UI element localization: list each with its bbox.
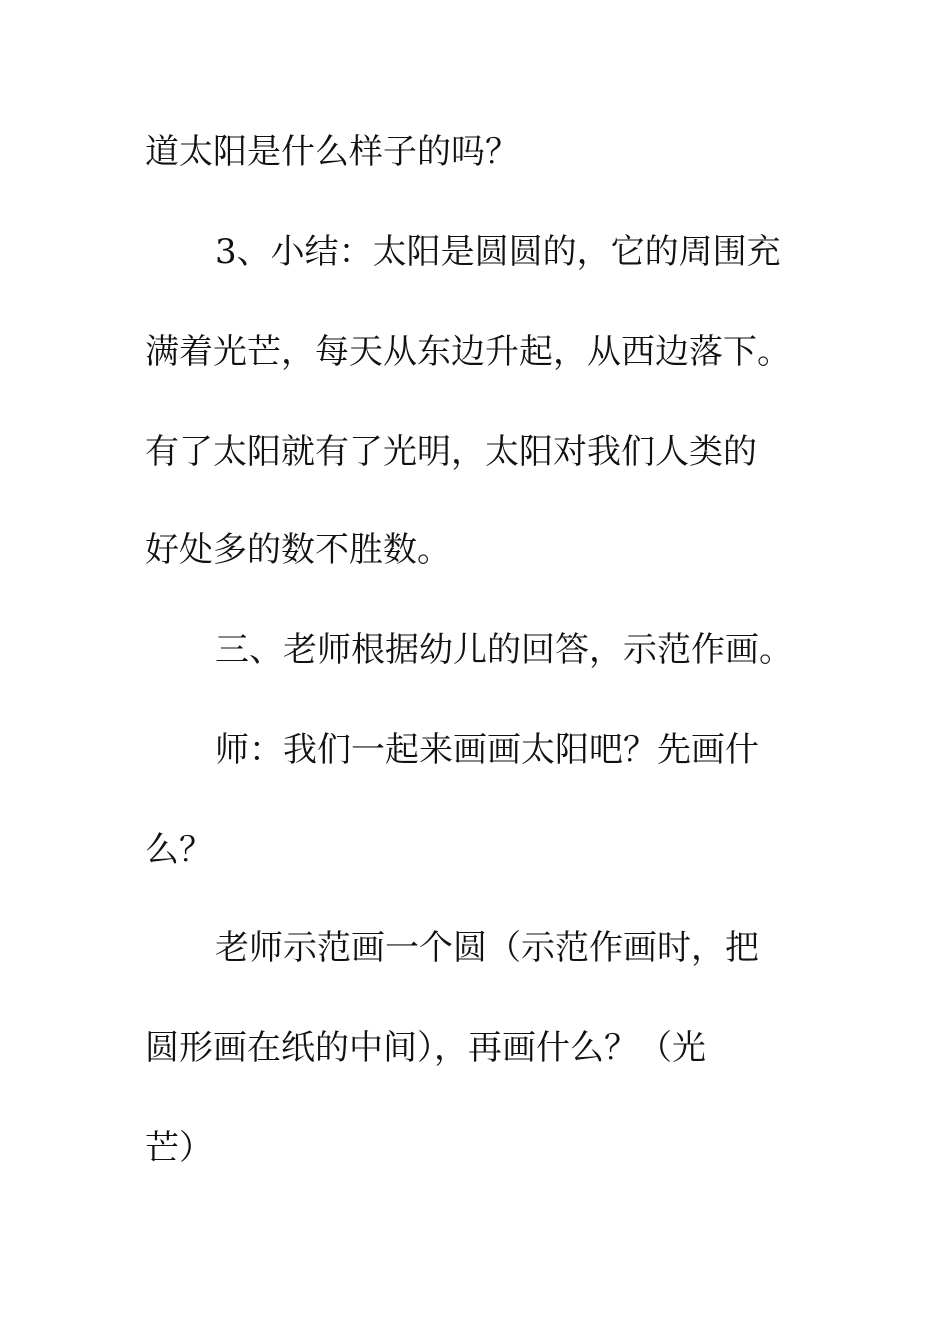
text-line: 满着光芒，每天从东边升起，从西边落下。 <box>145 332 791 372</box>
text-line: 圆形画在纸的中间），再画什么？（光 <box>145 1028 706 1068</box>
text-line: 3、小结：太阳是圆圆的，它的周围充 <box>215 232 781 272</box>
text-line: 芒） <box>145 1128 213 1168</box>
text-line: 有了太阳就有了光明，太阳对我们人类的 <box>145 432 757 472</box>
text-line: 么？ <box>145 830 213 870</box>
text-line: 道太阳是什么样子的吗？ <box>145 132 519 172</box>
text-line: 师：我们一起来画画太阳吧？先画什 <box>215 730 759 770</box>
text-line: 好处多的数不胜数。 <box>145 530 451 570</box>
text-line: 三、老师根据幼儿的回答，示范作画。 <box>215 630 793 670</box>
text-line: 老师示范画一个圆（示范作画时，把 <box>215 928 759 968</box>
